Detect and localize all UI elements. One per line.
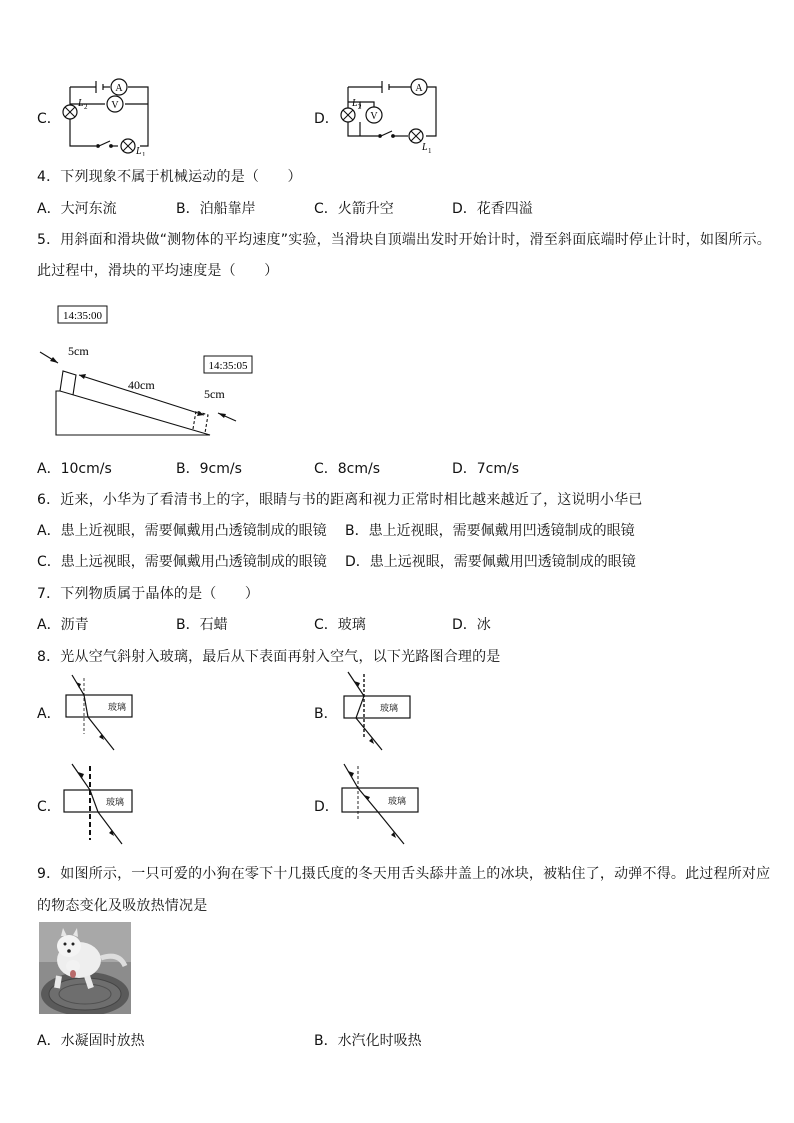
lamp-l2-label: L bbox=[352, 98, 358, 109]
glass-label: 玻璃 bbox=[388, 797, 407, 807]
q6-option-d[interactable]: D．患上远视眼，需要佩戴用凹透镜制成的眼镜 bbox=[345, 554, 636, 570]
lamp-l1-label: L bbox=[422, 142, 428, 153]
q3-option-c-label: C． bbox=[37, 111, 61, 127]
q7-option-c[interactable]: C．玻璃 bbox=[314, 617, 366, 633]
lamp-l1-subscript: 1 bbox=[142, 151, 146, 156]
q5-stem-line1: 5．用斜面和滑块做“测物体的平均速度”实验，当滑块自顶端出发时开始计时，滑至斜面底端时停止计时，如图所示。 bbox=[37, 232, 772, 248]
q8-diagram-d bbox=[338, 760, 422, 846]
q4-option-d[interactable]: D．花香四溢 bbox=[452, 201, 533, 217]
q4-stem: 4．下列现象不属于机械运动的是（ ） bbox=[37, 169, 302, 185]
q5-option-a[interactable]: A．10cm/s bbox=[37, 461, 112, 477]
q8-diagram-a bbox=[62, 670, 140, 752]
q7-option-d[interactable]: D．冰 bbox=[452, 617, 491, 633]
q6-option-a[interactable]: A．患上近视眼，需要佩戴用凸透镜制成的眼镜 bbox=[37, 523, 327, 539]
q8-diagram-b bbox=[338, 668, 416, 752]
q8-option-d-label[interactable]: D． bbox=[314, 799, 339, 815]
lamp-l2-subscript: 2 bbox=[358, 103, 362, 111]
voltmeter-letter: V bbox=[111, 100, 119, 111]
q5-option-b[interactable]: B．9cm/s bbox=[176, 461, 242, 477]
q8-option-a-label[interactable]: A． bbox=[37, 706, 61, 722]
glass-label: 玻璃 bbox=[106, 798, 125, 808]
lamp-l2-label: L bbox=[78, 98, 84, 109]
q7-option-b[interactable]: B．石蜡 bbox=[176, 617, 228, 633]
q4-option-c[interactable]: C．火箭升空 bbox=[314, 201, 394, 217]
q5-option-d[interactable]: D．7cm/s bbox=[452, 461, 520, 477]
q6-option-c[interactable]: C．患上远视眼，需要佩戴用凸透镜制成的眼镜 bbox=[37, 554, 327, 570]
q9-option-a[interactable]: A．水凝固时放热 bbox=[37, 1033, 145, 1049]
ammeter-letter: A bbox=[415, 83, 423, 94]
label-5cm-bottom: 5cm bbox=[204, 387, 225, 401]
q6-option-b[interactable]: B．患上近视眼，需要佩戴用凹透镜制成的眼镜 bbox=[345, 523, 635, 539]
lamp-l2-subscript: 2 bbox=[84, 103, 88, 111]
glass-label: 玻璃 bbox=[108, 703, 127, 713]
lamp-l1-subscript: 1 bbox=[428, 147, 432, 155]
q8-option-c-label[interactable]: C． bbox=[37, 799, 61, 815]
q9-stem-line1: 9．如图所示，一只可爱的小狗在零下十几摄氏度的冬天用舌头舔井盖上的冰块，被粘住了，动弹不得。此过程所对应 bbox=[37, 866, 771, 882]
q5-option-c[interactable]: C．8cm/s bbox=[314, 461, 381, 477]
q4-option-b[interactable]: B．泊船靠岸 bbox=[176, 201, 256, 217]
q3-circuit-c-diagram bbox=[58, 74, 158, 156]
timer-end-text: 14:35:05 bbox=[208, 360, 248, 372]
label-5cm-top: 5cm bbox=[68, 344, 89, 358]
q6-stem: 6．近来，小华为了看清书上的字，眼睛与书的距离和视力正常时相比越来越近了，这说明小华已 bbox=[37, 492, 643, 508]
q3-option-d-label: D． bbox=[314, 111, 339, 127]
timer-start-text: 14:35:00 bbox=[62, 310, 103, 322]
glass-label: 玻璃 bbox=[380, 704, 399, 714]
voltmeter-letter: V bbox=[370, 111, 378, 122]
q8-option-b-label[interactable]: B． bbox=[314, 706, 338, 722]
q7-option-a[interactable]: A．沥青 bbox=[37, 617, 89, 633]
q7-stem: 7．下列物质属于晶体的是（ ） bbox=[37, 586, 260, 602]
q5-incline-figure bbox=[38, 303, 258, 443]
q3-circuit-d-diagram bbox=[336, 74, 446, 156]
q8-diagram-c bbox=[60, 760, 138, 846]
ammeter-letter: A bbox=[115, 83, 123, 94]
q9-option-b[interactable]: B．水汽化时吸热 bbox=[314, 1033, 422, 1049]
dog-photo bbox=[39, 922, 131, 1014]
q4-option-a[interactable]: A．大河东流 bbox=[37, 201, 117, 217]
q9-stem-line2: 的物态变化及吸放热情况是 bbox=[37, 898, 208, 914]
incline-ramp bbox=[56, 391, 210, 435]
label-40cm: 40cm bbox=[128, 378, 155, 392]
q8-stem: 8．光从空气斜射入玻璃，最后从下表面再射入空气，以下光路图合理的是 bbox=[37, 649, 501, 665]
q5-stem-line2: 此过程中，滑块的平均速度是（ ） bbox=[37, 263, 279, 279]
lamp-l1-label: L bbox=[136, 146, 142, 156]
